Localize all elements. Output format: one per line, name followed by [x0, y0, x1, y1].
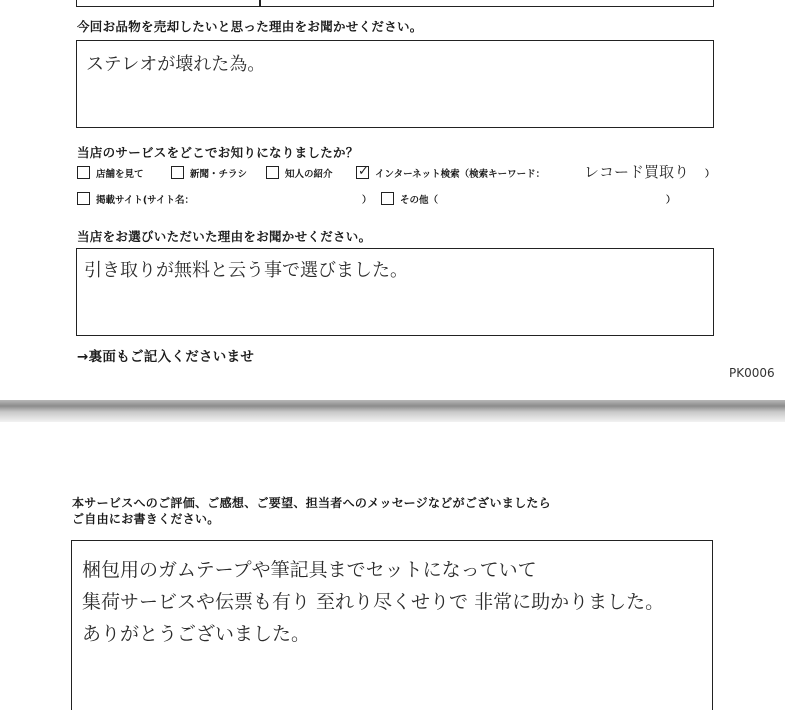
top-table-fragment	[76, 0, 714, 7]
option-listing-site-close: ）	[362, 195, 372, 206]
checkbox-other[interactable]	[381, 192, 394, 205]
question-feedback-line2: ご自由にお書きください。	[72, 512, 220, 526]
option-store-label: 店舗を見て	[96, 169, 144, 180]
checkbox-newspaper[interactable]	[171, 166, 184, 179]
question-feedback-line1: 本サービスへのご評価、ご感想、ご要望、担当者へのメッセージなどがございましたら	[72, 496, 551, 510]
checkbox-referral[interactable]	[266, 166, 279, 179]
handwritten-feedback-line2: 集荷サービスや伝票も有り 至れり尽くせりで 非常に助かりました。	[82, 591, 665, 613]
handwritten-reason-sell: ステレオが壊れた為。	[86, 54, 266, 75]
handwritten-reason-choose: 引き取りが無料と云う事で選びました。	[84, 260, 408, 281]
option-listing-site-label: 掲載サイト(サイト名：	[96, 195, 195, 206]
handwritten-feedback-line1: 梱包用のガムテープや筆記具までセットになっていて	[82, 559, 537, 581]
checkbox-listing-site[interactable]	[77, 192, 90, 205]
option-newspaper-label: 新聞・チラシ	[190, 169, 248, 180]
question-how-know: 当店のサービスをどこでお知りになりましたか？	[77, 145, 359, 160]
back-page-note: →裏面もご記入くださいませ	[77, 349, 255, 365]
check-mark-icon: ✓	[358, 164, 369, 179]
handwritten-feedback-line3: ありがとうございました。	[82, 623, 311, 645]
checkbox-store[interactable]	[77, 166, 90, 179]
option-other-close: ）	[666, 195, 676, 206]
handwritten-keyword: レコード買取り	[584, 163, 690, 181]
question-reason-choose: 当店をお選びいただいた理由をお聞かせください。	[77, 229, 372, 244]
page-code: PK0006	[729, 366, 775, 380]
option-internet-label: インターネット検索（検索キーワード：	[375, 169, 546, 180]
question-reason-sell: 今回お品物を売却したいと思った理由をお聞かせください。	[77, 19, 423, 34]
option-referral-label: 知人の紹介	[285, 169, 333, 180]
option-other-label: その他（	[400, 195, 439, 206]
top-table-divider	[259, 0, 261, 7]
option-internet-close: ）	[705, 169, 715, 180]
page-separator	[0, 400, 785, 422]
form-page-back	[0, 422, 785, 695]
